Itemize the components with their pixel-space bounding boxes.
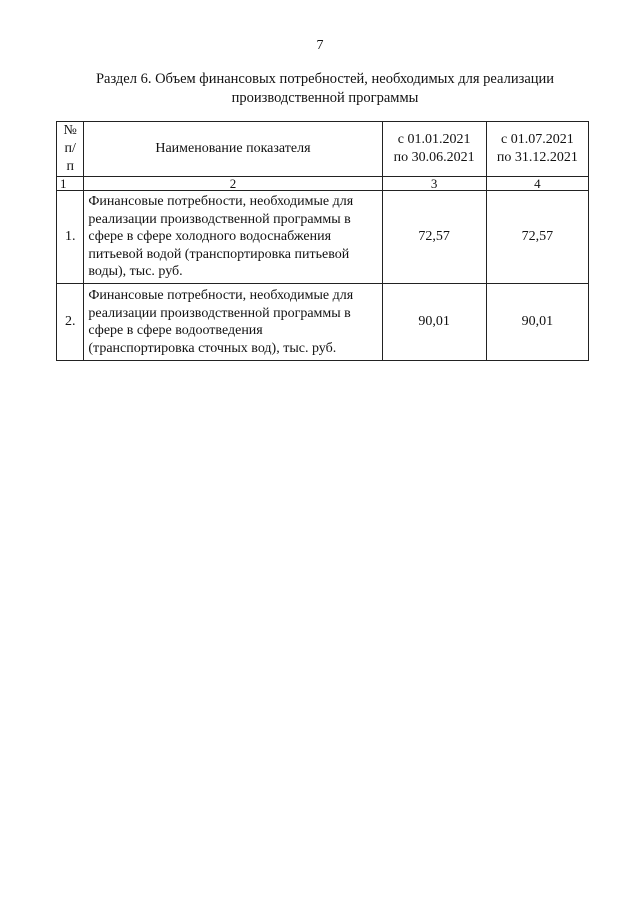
indicator-name-line: сфере в сфере водоотведения <box>88 323 263 338</box>
indicator-name <box>84 284 382 361</box>
header-period-1 <box>382 122 486 177</box>
section-title <box>40 70 610 108</box>
indicator-name-line: реализации производственной программы в <box>88 211 351 227</box>
indicator-name-line: (транспортировка сточных вод), тыс. руб. <box>88 340 337 356</box>
period-1-value: 72,57 <box>382 191 486 284</box>
header-period-2-end: по 31.12.2021 <box>496 150 578 165</box>
row-number: 2. <box>57 284 84 361</box>
section-title-line-2: производственной программы <box>231 90 419 106</box>
page-number: 7 <box>316 38 324 53</box>
column-index: 4 <box>486 177 588 191</box>
header-period-1-start: с 01.01.2021 <box>397 132 471 147</box>
indicator-name-line: реализации производственной программы в <box>88 305 351 321</box>
indicator-name-line: воды), тыс. руб. <box>88 264 183 280</box>
section-title-line-1: Раздел 6. Объем финансовых потребностей, необходимых для реализации <box>95 71 555 87</box>
table-header-row <box>57 122 589 177</box>
period-2-value: 90,01 <box>486 284 588 361</box>
header-number-abbr: п/п <box>64 141 76 174</box>
period-1-value: 90,01 <box>382 284 486 361</box>
row-number: 1. <box>57 191 84 284</box>
header-indicator-name: Наименование показателя <box>84 122 382 177</box>
indicator-name-line: питьевой водой (транспортировка питьевой <box>88 246 350 262</box>
indicator-name-line: сфере в сфере холодного водоснабжения <box>88 229 332 245</box>
header-period-1-end: по 30.06.2021 <box>393 150 475 165</box>
indicator-name <box>84 191 382 284</box>
column-index: 3 <box>382 177 486 191</box>
header-number <box>57 122 84 177</box>
column-index: 2 <box>84 177 382 191</box>
period-2-value: 72,57 <box>486 191 588 284</box>
financial-needs-table <box>56 121 589 361</box>
table-row <box>57 284 589 361</box>
indicator-name-line: Финансовые потребности, необходимые для <box>88 288 354 303</box>
column-index-row <box>57 177 589 191</box>
header-number-sign: № <box>63 123 77 138</box>
table-row <box>57 191 589 284</box>
indicator-name-line: Финансовые потребности, необходимые для <box>88 194 354 210</box>
header-period-2-start: с 01.07.2021 <box>501 132 574 147</box>
header-period-2 <box>486 122 588 177</box>
column-index: 1 <box>57 177 84 191</box>
